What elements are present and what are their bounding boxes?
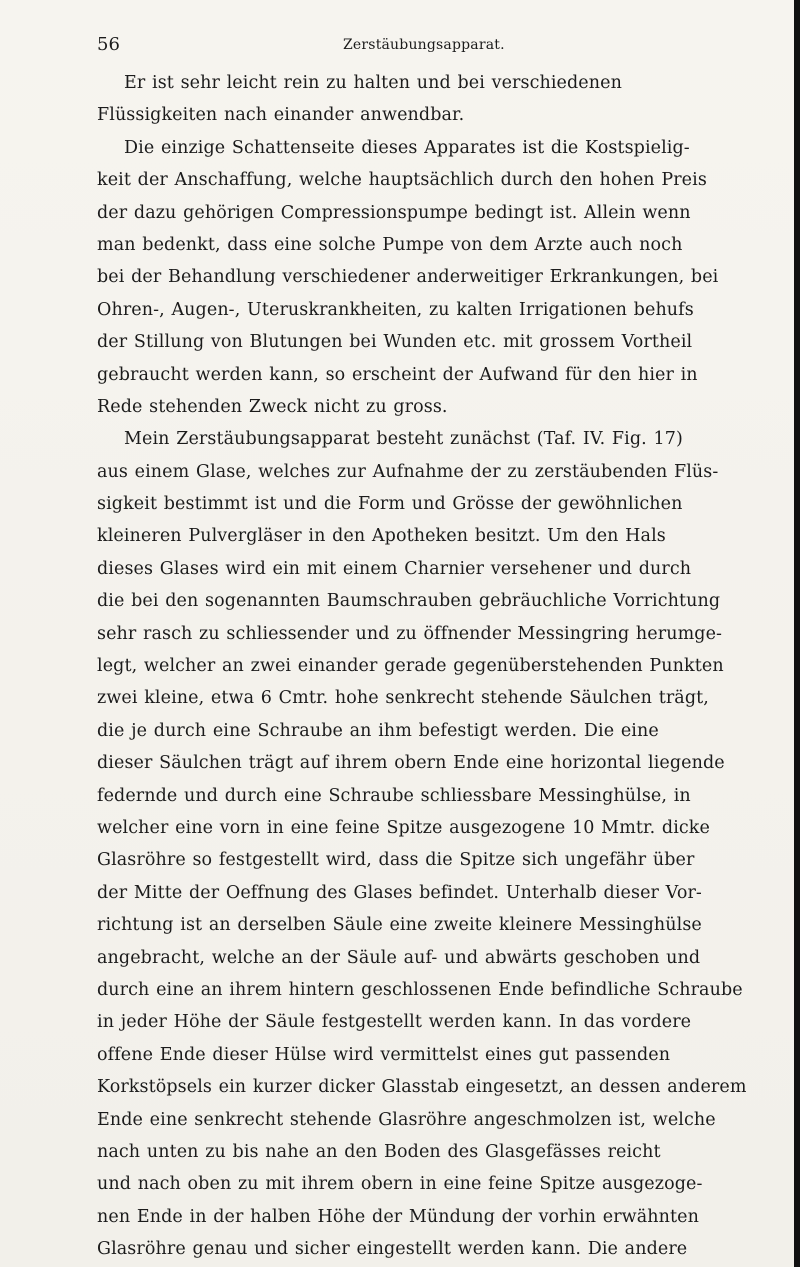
- text-line-32: Korkstöpsels ein kurzer dicker Glasstab eingesetzt, an dessen anderem: [97, 1077, 747, 1098]
- text-line-16: dieses Glases wird ein mit einem Charnier versehener und durch: [97, 558, 692, 579]
- text-line-27: richtung ist an derselben Säule eine zweite kleinere Messinghülse: [97, 915, 702, 936]
- text-line-6: man bedenkt, dass eine solche Pumpe von dem Arzte auch noch: [97, 234, 683, 255]
- text-line-28: angebracht, welche an der Säule auf- und abwärts geschoben und: [97, 947, 701, 968]
- text-line-4: keit der Anschaffung, welche hauptsächlich durch den hohen Preis: [97, 170, 707, 191]
- text-line-5: der dazu gehörigen Compressionspumpe bedingt ist. Allein wenn: [97, 202, 691, 223]
- text-line-25: Glasröhre so festgestellt wird, dass die Spitze sich ungefähr über: [97, 850, 695, 871]
- text-line-15: kleineren Pulvergläser in den Apotheken besitzt. Um den Hals: [97, 526, 666, 547]
- body-text: [97, 67, 760, 1265]
- text-line-9: der Stillung von Blutungen bei Wunden etc. mit grossem Vortheil: [97, 332, 693, 353]
- text-line-7: bei der Behandlung verschiedener anderweitiger Erkrankungen, bei: [97, 267, 719, 288]
- text-line-29: durch eine an ihrem hintern geschlossenen Ende befindliche Schraube: [97, 979, 743, 1000]
- text-line-13: aus einem Glase, welches zur Aufnahme der zu zerstäubenden Flüs-: [97, 461, 719, 482]
- text-line-19: legt, welcher an zwei einander gerade gegenüberstehenden Punkten: [97, 656, 724, 677]
- text-line-24: welcher eine vorn in eine feine Spitze ausgezogene 10 Mmtr. dicke: [97, 817, 710, 838]
- text-line-8: Ohren-, Augen-, Uteruskrankheiten, zu kalten Irrigationen behufs: [97, 299, 694, 320]
- page-header: [97, 35, 762, 59]
- text-line-23: federnde und durch eine Schraube schliessbare Messinghülse, in: [97, 785, 691, 806]
- text-line-34: nach unten zu bis nahe an den Boden des Glasgefässes reicht: [97, 1141, 661, 1162]
- text-line-21: die je durch eine Schraube an ihm befestigt werden. Die eine: [97, 720, 659, 741]
- text-line-37: Glasröhre genau und sicher eingestellt werden kann. Die andere: [97, 1239, 688, 1260]
- page-edge-shadow: [794, 0, 800, 1267]
- text-line-10: gebraucht werden kann, so erscheint der Aufwand für den hier in: [97, 364, 698, 385]
- text-line-20: zwei kleine, etwa 6 Cmtr. hohe senkrecht stehende Säulchen trägt,: [97, 688, 709, 709]
- text-line-30: in jeder Höhe der Säule festgestellt werden kann. In das vordere: [97, 1012, 692, 1033]
- text-line-26: der Mitte der Oeffnung des Glases befindet. Unterhalb dieser Vor-: [97, 882, 702, 903]
- text-line-11: Rede stehenden Zweck nicht zu gross.: [97, 396, 448, 417]
- text-line-14: sigkeit bestimmt ist und die Form und Grösse der gewöhnlichen: [97, 494, 683, 515]
- text-line-33: Ende eine senkrecht stehende Glasröhre angeschmolzen ist, welche: [97, 1109, 716, 1130]
- text-line-2: Flüssigkeiten nach einander anwendbar.: [97, 105, 465, 126]
- running-head: Zerstäubungsapparat.: [343, 37, 505, 53]
- text-line-22: dieser Säulchen trägt auf ihrem obern Ende eine horizontal liegende: [97, 753, 725, 774]
- page-number: 56: [97, 34, 120, 55]
- text-line-17: die bei den sogenannten Baumschrauben gebräuchliche Vorrichtung: [97, 591, 721, 612]
- text-line-35: und nach oben zu mit ihrem obern in eine feine Spitze ausgezoge-: [97, 1174, 703, 1195]
- text-line-36: nen Ende in der halben Höhe der Mündung der vorhin erwähnten: [97, 1206, 699, 1227]
- text-line-3: Die einzige Schattenseite dieses Apparates ist die Kostspielig-: [124, 137, 690, 158]
- text-line-31: offene Ende dieser Hülse wird vermittelst eines gut passenden: [97, 1044, 671, 1065]
- text-line-12: Mein Zerstäubungsapparat besteht zunächst (Taf. IV. Fig. 17): [124, 429, 683, 450]
- text-line-1: Er ist sehr leicht rein zu halten und bei verschiedenen: [124, 73, 622, 93]
- text-line-18: sehr rasch zu schliessender und zu öffnender Messingring herumge-: [97, 623, 723, 644]
